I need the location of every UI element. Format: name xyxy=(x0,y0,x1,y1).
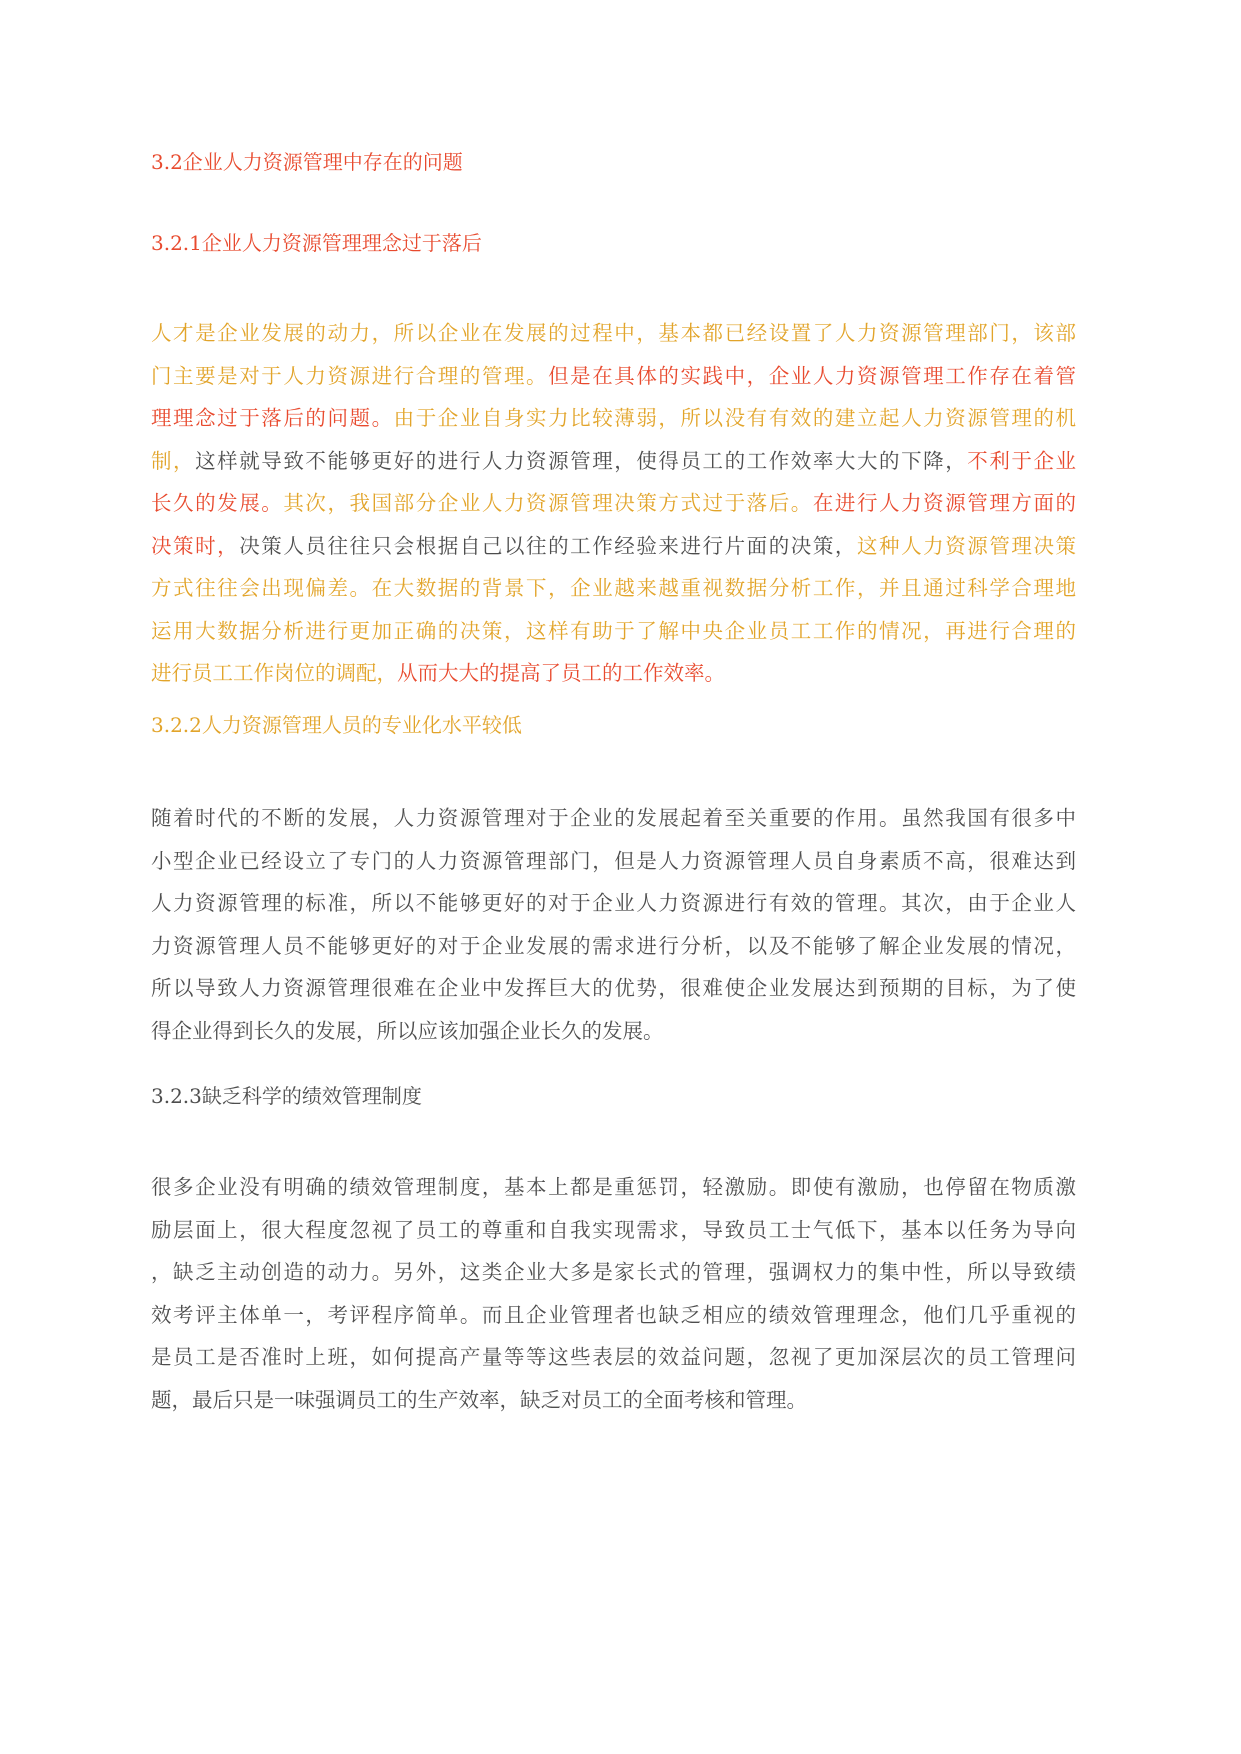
paragraph-line: 小型企业已经设立了专门的人力资源管理部门，但是人力资源管理人员自身素质不高，很难达到 xyxy=(151,848,1076,873)
paragraph-line: ，缺乏主动创造的动力。另外，这类企业大多是家长式的管理，强调权力的集中性，所以导致绩 xyxy=(151,1260,1076,1284)
paragraph-line xyxy=(151,312,1076,355)
paragraph-line: 所以导致人力资源管理很难在企业中发挥巨大的优势，很难使企业发展达到预期的目标，为了使 xyxy=(151,976,1076,1000)
text-span: 理理念过于落后的问题。 xyxy=(151,406,394,430)
paragraph-line xyxy=(151,610,1076,653)
text-span: 在进行人力资源管理方面的 xyxy=(812,491,1077,515)
paragraph-line: 很多企业没有明确的绩效管理制度，基本上都是重惩罚，轻激励。即使有激励，也停留在物质激 xyxy=(151,1175,1076,1199)
paragraph-line xyxy=(151,525,1076,568)
section-heading-3-2: 3.2企业人力资源管理中存在的问题 xyxy=(151,150,463,174)
text-span: 但是在具体的实践中，企业人力资源管理工作存在着管 xyxy=(548,363,1077,388)
paragraph-line: 效考评主体单一，考评程序简单。而且企业管理者也缺乏相应的绩效管理理念，他们几乎重视的 xyxy=(151,1302,1076,1327)
text-span: 门主要是对于人力资源进行合理的管理。 xyxy=(151,363,549,388)
paragraph-line: 励层面上，很大程度忽视了员工的尊重和自我实现需求，导致员工士气低下，基本以任务为导向 xyxy=(151,1217,1076,1242)
paragraph-line: 力资源管理人员不能够更好的对于企业发展的需求进行分析，以及不能够了解企业发展的情况， xyxy=(151,933,1076,958)
paragraph-line xyxy=(151,355,1076,398)
paragraph-line xyxy=(151,652,1076,695)
paragraph-line: 得企业得到长久的发展，所以应该加强企业长久的发展。 xyxy=(151,1018,664,1043)
text-span: 从而大大的提高了员工的工作效率。 xyxy=(397,661,725,685)
text-span: 进行员工工作岗位的调配， xyxy=(151,661,397,685)
text-span: 这种人力资源管理决策 xyxy=(856,533,1077,558)
text-span: 长久的发展。 xyxy=(151,491,284,515)
text-span: 决策时， xyxy=(151,533,240,558)
paragraph-line: 随着时代的不断的发展，人力资源管理对于企业的发展起着至关重要的作用。虽然我国有很多中 xyxy=(151,806,1076,830)
text-span: 人才是企业发展的动力，所以企业在发展的过程中，基本都已经设置了人力资源管理部门，该部 xyxy=(151,321,1076,345)
text-span: 制， xyxy=(151,448,196,473)
paragraph-line: 题，最后只是一味强调员工的生产效率，缺乏对员工的全面考核和管理。 xyxy=(151,1387,807,1412)
paragraph-line xyxy=(151,397,1076,440)
paragraph-line xyxy=(151,440,1076,483)
section-heading-3-2-1: 3.2.1企业人力资源管理理念过于落后 xyxy=(151,231,482,255)
text-span: 方式往往会出现偏差。在大数据的背景下，企业越来越重视数据分析工作，并且通过科学合理地 xyxy=(151,576,1076,600)
paragraph-3-2-3 xyxy=(151,1166,1076,1421)
text-span: 运用大数据分析进行更加正确的决策，这样有助于了解中央企业员工工作的情况，再进行合理的 xyxy=(151,618,1076,643)
section-heading-3-2-2: 3.2.2人力资源管理人员的专业化水平较低 xyxy=(151,713,522,737)
paragraph-3-2-1 xyxy=(151,312,1076,695)
text-span: 由于企业自身实力比较薄弱，所以没有有效的建立起人力资源管理的机 xyxy=(393,406,1076,430)
paragraph-line xyxy=(151,482,1076,525)
paragraph-3-2-2 xyxy=(151,797,1076,1052)
paragraph-line: 人力资源管理的标准，所以不能够更好的对于企业人力资源进行有效的管理。其次，由于企业人 xyxy=(151,891,1076,915)
text-span: 不利于企业 xyxy=(967,448,1077,473)
section-heading-3-2-3: 3.2.3缺乏科学的绩效管理制度 xyxy=(151,1084,422,1108)
paragraph-line xyxy=(151,567,1076,610)
text-span: 这样就导致不能够更好的进行人力资源管理，使得员工的工作效率大大的下降， xyxy=(195,448,968,473)
paragraph-line: 是员工是否准时上班，如何提高产量等等这些表层的效益问题，忽视了更加深层次的员工管理问 xyxy=(151,1345,1076,1369)
text-span: 其次，我国部分企业人力资源管理决策方式过于落后。 xyxy=(283,491,813,515)
text-span: 决策人员往往只会根据自己以往的工作经验来进行片面的决策， xyxy=(239,533,857,558)
